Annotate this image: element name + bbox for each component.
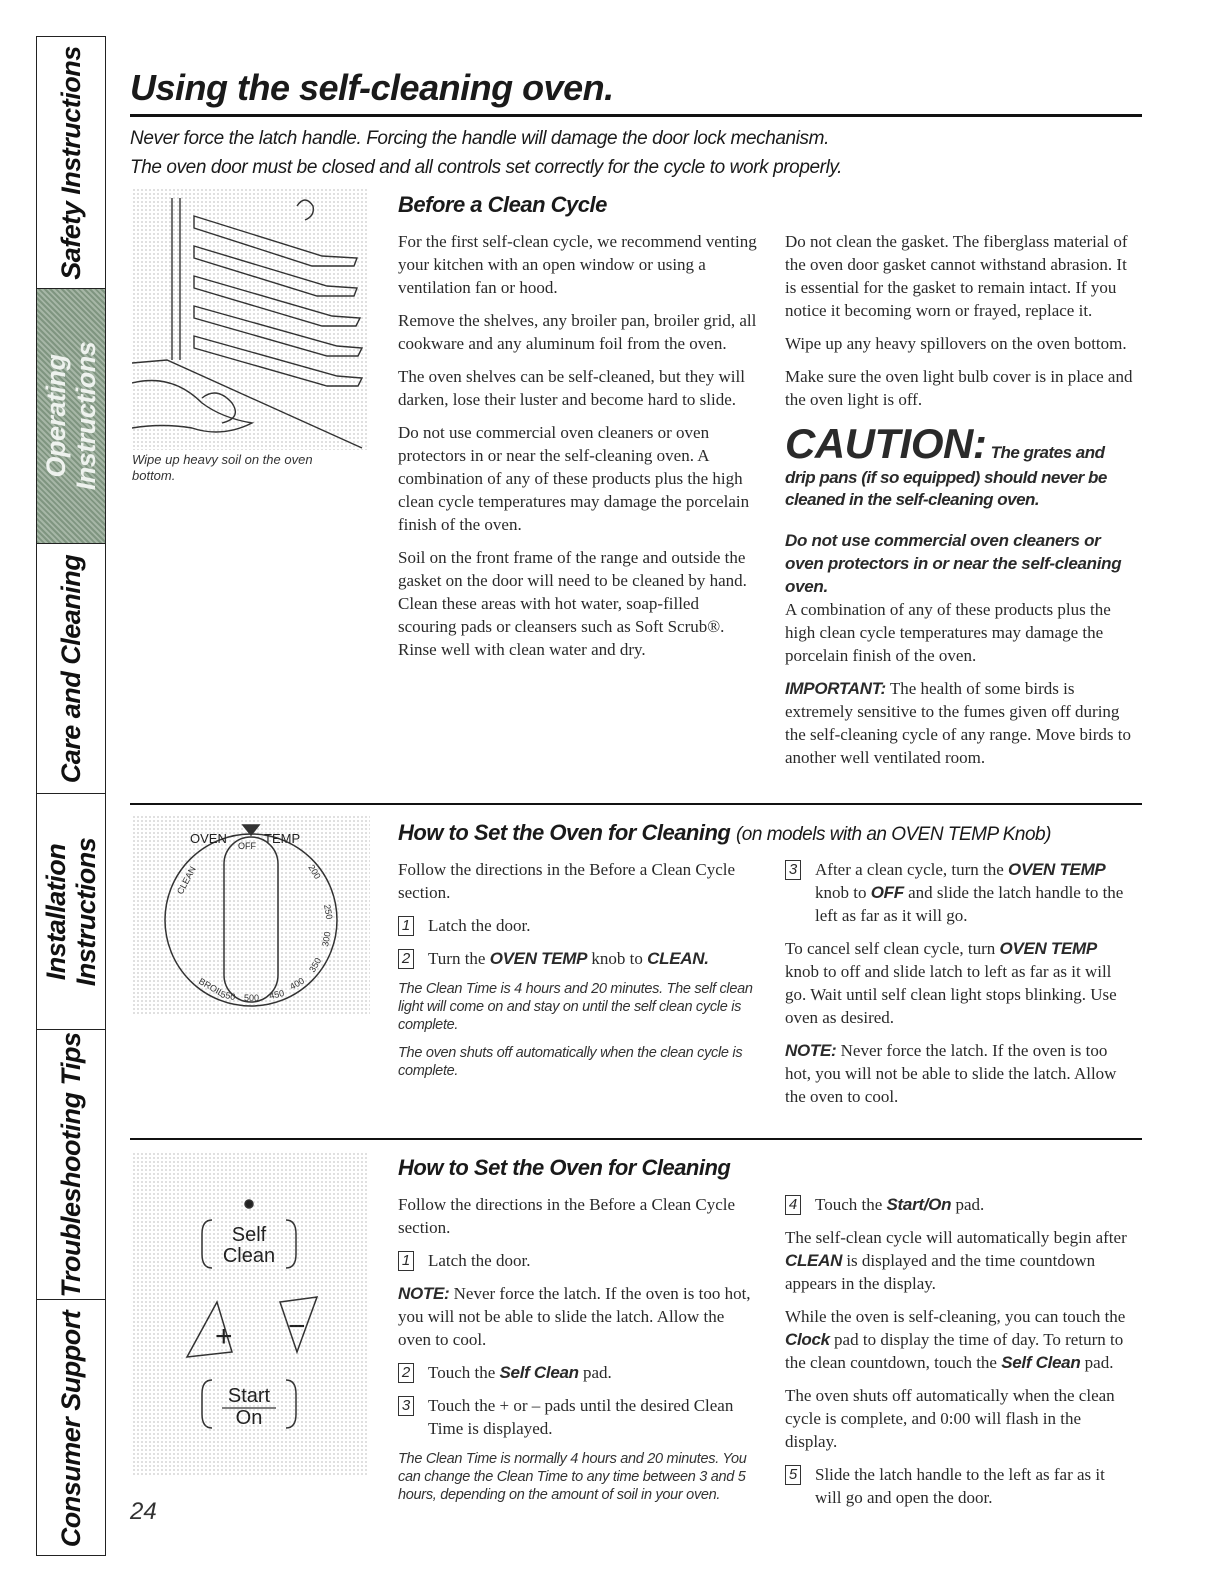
text: is displayed and the time countdown appears in the display. xyxy=(785,1251,1096,1293)
knob-label-300: 300 xyxy=(320,930,333,948)
text: Start/On xyxy=(886,1195,952,1214)
text: OVEN TEMP xyxy=(999,939,1097,958)
text: CLEAN xyxy=(785,1251,843,1270)
caution-text: The grates and drip pans (if so equipped) should never be cleaned in the self-cleaning oven. xyxy=(785,443,1107,509)
paragraph xyxy=(785,1305,1135,1374)
paragraph xyxy=(785,1226,1135,1295)
pad-label-on: On xyxy=(235,1407,263,1429)
warning-text: A combination of any of these products plus the high clean cycle temperatures may damage the porcelain finish of the oven. xyxy=(785,600,1111,665)
tab-label: Installation xyxy=(41,843,71,980)
knob-label-400: 400 xyxy=(288,975,307,992)
text: Self Clean xyxy=(1001,1353,1081,1372)
text: pad. xyxy=(582,1363,612,1382)
before-column-2 xyxy=(785,230,1135,779)
page-number: 24 xyxy=(130,1498,157,1525)
pad-label-clean: Clean xyxy=(222,1245,276,1267)
plus-icon: + xyxy=(215,1320,233,1353)
paragraph: Do not clean the gasket. The fiberglass material of the oven door gasket cannot withstand abrasion. It is essential for the gasket to remain intact. If you notice it becoming worn or frayed, replace it. xyxy=(785,232,1128,320)
step-number-5: 5 xyxy=(785,1465,801,1485)
step-text: Touch the + or – pads until the desired Clean Time is displayed. xyxy=(428,1396,734,1438)
pad-label-self: Self xyxy=(231,1224,267,1246)
pads-column-2 xyxy=(785,1193,1135,1519)
heading-text: How to Set the Oven for Cleaning xyxy=(398,820,731,845)
step-text: Latch the door. xyxy=(428,916,531,935)
clean-time-note: The Clean Time is 4 hours and 20 minutes. The self clean light will come on and stay on until the self clean cycle is complete. xyxy=(398,981,753,1033)
knob-label-off: OFF xyxy=(238,841,256,851)
step-number-4: 4 xyxy=(785,1195,801,1215)
step-2 xyxy=(398,1361,753,1384)
knob-label-500: 500 xyxy=(244,993,260,1003)
text: The self-clean cycle will automatically begin after xyxy=(785,1228,1127,1247)
section-rule xyxy=(130,803,1142,805)
step-number-1: 1 xyxy=(398,916,414,936)
knob-label-350: 350 xyxy=(307,955,324,974)
text: To cancel self clean cycle, turn xyxy=(785,939,996,958)
text: OFF xyxy=(870,883,904,902)
step-number-2: 2 xyxy=(398,949,414,969)
step-1 xyxy=(398,914,753,937)
text: OVEN TEMP xyxy=(1008,860,1106,879)
step-text: Slide the latch handle to the left as far as it will go and open the door. xyxy=(815,1465,1105,1507)
section-heading-before-clean: Before a Clean Cycle xyxy=(398,192,607,217)
page-title: Using the self-cleaning oven. xyxy=(130,67,614,108)
minus-icon: − xyxy=(288,1310,306,1343)
step-text xyxy=(428,947,709,970)
paragraph: Soil on the front frame of the range and outside the gasket on the door will need to be cleaned by hand. Clean these areas with hot water, soap-filled scouring pads or cleansers such as Soft Scrub®. Rinse well with clean water and dry. xyxy=(398,548,747,659)
text: knob to off and slide latch to left as far as it will go. Wait until self clean light stops blinking. Use oven as desired. xyxy=(785,962,1117,1027)
tab-installation-instructions[interactable] xyxy=(37,794,105,1030)
text: Touch the xyxy=(815,1195,883,1214)
oven-temp-knob-illustration xyxy=(132,815,370,1015)
step-text xyxy=(815,1193,984,1216)
tab-label: Troubleshooting Tips xyxy=(56,1032,86,1297)
text: CLEAN. xyxy=(647,949,709,968)
section-tab-bar xyxy=(36,36,106,1556)
text: Never force the latch. If the oven is too hot, you will not be able to slide the latch. Allow the oven to cool. xyxy=(398,1284,751,1349)
clean-time-note: The Clean Time is normally 4 hours and 20 minutes. You can change the Clean Time to any time between 3 and 5 hours, depending on the amount of soil in your oven. xyxy=(398,1451,747,1503)
section-heading-knob xyxy=(398,820,1051,848)
paragraph: Follow the directions in the Before a Clean Cycle section. xyxy=(398,860,736,902)
shutoff-note: The oven shuts off automatically when the clean cycle is complete. xyxy=(398,1045,743,1079)
illustration-caption: Wipe up heavy soil on the oven bottom. xyxy=(132,452,313,483)
oven-interior-icon xyxy=(132,188,368,450)
knob-column-1 xyxy=(398,858,753,1090)
note-label: NOTE: xyxy=(785,1041,837,1060)
paragraph: For the first self-clean cycle, we recommend venting your kitchen with an open window or using a ventilation fan or hood. xyxy=(398,232,757,297)
important-text: The health of some birds is extremely sensitive to the fumes given off during the self-cleaning cycle of any range. Move birds to another well ventilated room. xyxy=(785,679,1132,767)
step-4 xyxy=(785,1193,1135,1216)
knob-column-2 xyxy=(785,858,1135,1118)
text: Turn the xyxy=(428,949,486,968)
text: OVEN TEMP xyxy=(489,949,588,968)
knob-label-broil: BROIL xyxy=(197,976,226,999)
text: Touch the xyxy=(428,1363,496,1382)
tab-care-and-cleaning[interactable] xyxy=(37,544,105,794)
step-3 xyxy=(398,1394,753,1440)
paragraph: Make sure the oven light bulb cover is in place and the oven light is off. xyxy=(785,367,1133,409)
section-rule xyxy=(130,1138,1142,1140)
warning-bold xyxy=(785,529,1135,598)
title-rule xyxy=(130,114,1142,117)
caution-label: CAUTION: xyxy=(785,420,987,467)
text: After a clean cycle, turn the xyxy=(815,860,1004,879)
caution-block xyxy=(785,421,1135,511)
note-paragraph xyxy=(785,1039,1135,1108)
knob-label-temp: TEMP xyxy=(264,831,301,846)
text: Self Clean xyxy=(499,1363,579,1382)
knob-label-clean: CLEAN xyxy=(174,864,198,896)
tab-label: Safety Instructions xyxy=(56,45,86,280)
tab-troubleshooting-tips[interactable] xyxy=(37,1030,105,1300)
note-label: NOTE: xyxy=(398,1284,450,1303)
paragraph: Remove the shelves, any broiler pan, broiler grid, all cookware and any aluminum foil from the oven. xyxy=(398,311,757,353)
before-column-1 xyxy=(398,230,758,671)
note-paragraph xyxy=(398,1282,753,1351)
step-number-1: 1 xyxy=(398,1251,414,1271)
control-pad-icons xyxy=(132,1152,368,1477)
tab-label: Operating xyxy=(41,354,71,478)
paragraph: Wipe up any heavy spillovers on the oven bottom. xyxy=(785,334,1127,353)
tab-safety-instructions[interactable] xyxy=(37,37,105,289)
knob-label-250: 250 xyxy=(322,903,335,921)
paragraph: Do not use commercial oven cleaners or oven protectors in or near the self-cleaning oven. A combination of any of these products plus the high clean cycle temperatures may damage the porcelain finish of the oven. xyxy=(398,423,750,534)
control-pads-illustration xyxy=(132,1152,368,1477)
paragraph: The oven shuts off automatically when the clean cycle is complete, and 0:00 will flash in the display. xyxy=(785,1386,1115,1451)
section-heading-pads: How to Set the Oven for Cleaning xyxy=(398,1155,731,1180)
important-note xyxy=(785,677,1135,769)
text: pad to display the time of day. To return to the clean countdown, touch the xyxy=(785,1330,1124,1372)
important-label: IMPORTANT: xyxy=(785,679,886,698)
cancel-paragraph xyxy=(785,937,1135,1029)
step-text: Latch the door. xyxy=(428,1251,531,1270)
heading-note: (on models with an OVEN TEMP Knob) xyxy=(735,824,1051,845)
tab-operating-instructions[interactable] xyxy=(37,289,105,544)
text: pad. xyxy=(1084,1353,1114,1372)
step-number-3: 3 xyxy=(785,860,801,880)
text: knob to xyxy=(815,883,867,902)
tab-consumer-support[interactable] xyxy=(37,1300,105,1557)
tab-label: Instructions xyxy=(71,341,101,491)
step-5 xyxy=(785,1463,1135,1509)
warning-bold-text: Do not use commercial oven cleaners or oven protectors in or near the self-cleaning oven. xyxy=(785,531,1122,596)
step-text xyxy=(815,858,1135,927)
knob-label-550: 550 xyxy=(219,989,237,1003)
knob-label-450: 450 xyxy=(268,988,286,1001)
pad-label-start: Start xyxy=(227,1385,271,1407)
text: Never force the latch. If the oven is too hot, you will not be able to slide the latch. Allow the oven to cool. xyxy=(785,1041,1117,1106)
step-number-2: 2 xyxy=(398,1363,414,1383)
text: While the oven is self-cleaning, you can touch the xyxy=(785,1307,1126,1326)
paragraph: The oven shelves can be self-cleaned, but they will darken, lose their luster and become hard to slide. xyxy=(398,367,745,409)
knob-label-oven: OVEN xyxy=(190,831,227,846)
knob-label-200: 200 xyxy=(306,862,323,881)
step-2 xyxy=(398,947,753,970)
tab-label: Instructions xyxy=(71,837,101,986)
paragraph: Follow the directions in the Before a Clean Cycle section. xyxy=(398,1195,736,1237)
tab-label: Care and Cleaning xyxy=(56,554,86,783)
step-1 xyxy=(398,1249,753,1272)
tab-label: Consumer Support xyxy=(56,1310,86,1547)
step-text xyxy=(428,1361,612,1384)
text: pad. xyxy=(955,1195,985,1214)
step-number-3: 3 xyxy=(398,1396,414,1416)
oven-temp-knob-icon xyxy=(132,815,370,1015)
subtitle-latch-warning: Never force the latch handle. Forcing the handle will damage the door lock mechanism. xyxy=(130,128,829,149)
wipe-oven-illustration xyxy=(132,188,368,450)
text: knob to xyxy=(591,949,643,968)
text: and slide the latch handle to the left as far as it will go. xyxy=(815,883,1124,925)
pads-column-1 xyxy=(398,1193,753,1514)
subtitle-door-warning: The oven door must be closed and all controls set correctly for the cycle to work properly. xyxy=(130,157,842,178)
step-3 xyxy=(785,858,1135,927)
text: Clock xyxy=(785,1330,830,1349)
